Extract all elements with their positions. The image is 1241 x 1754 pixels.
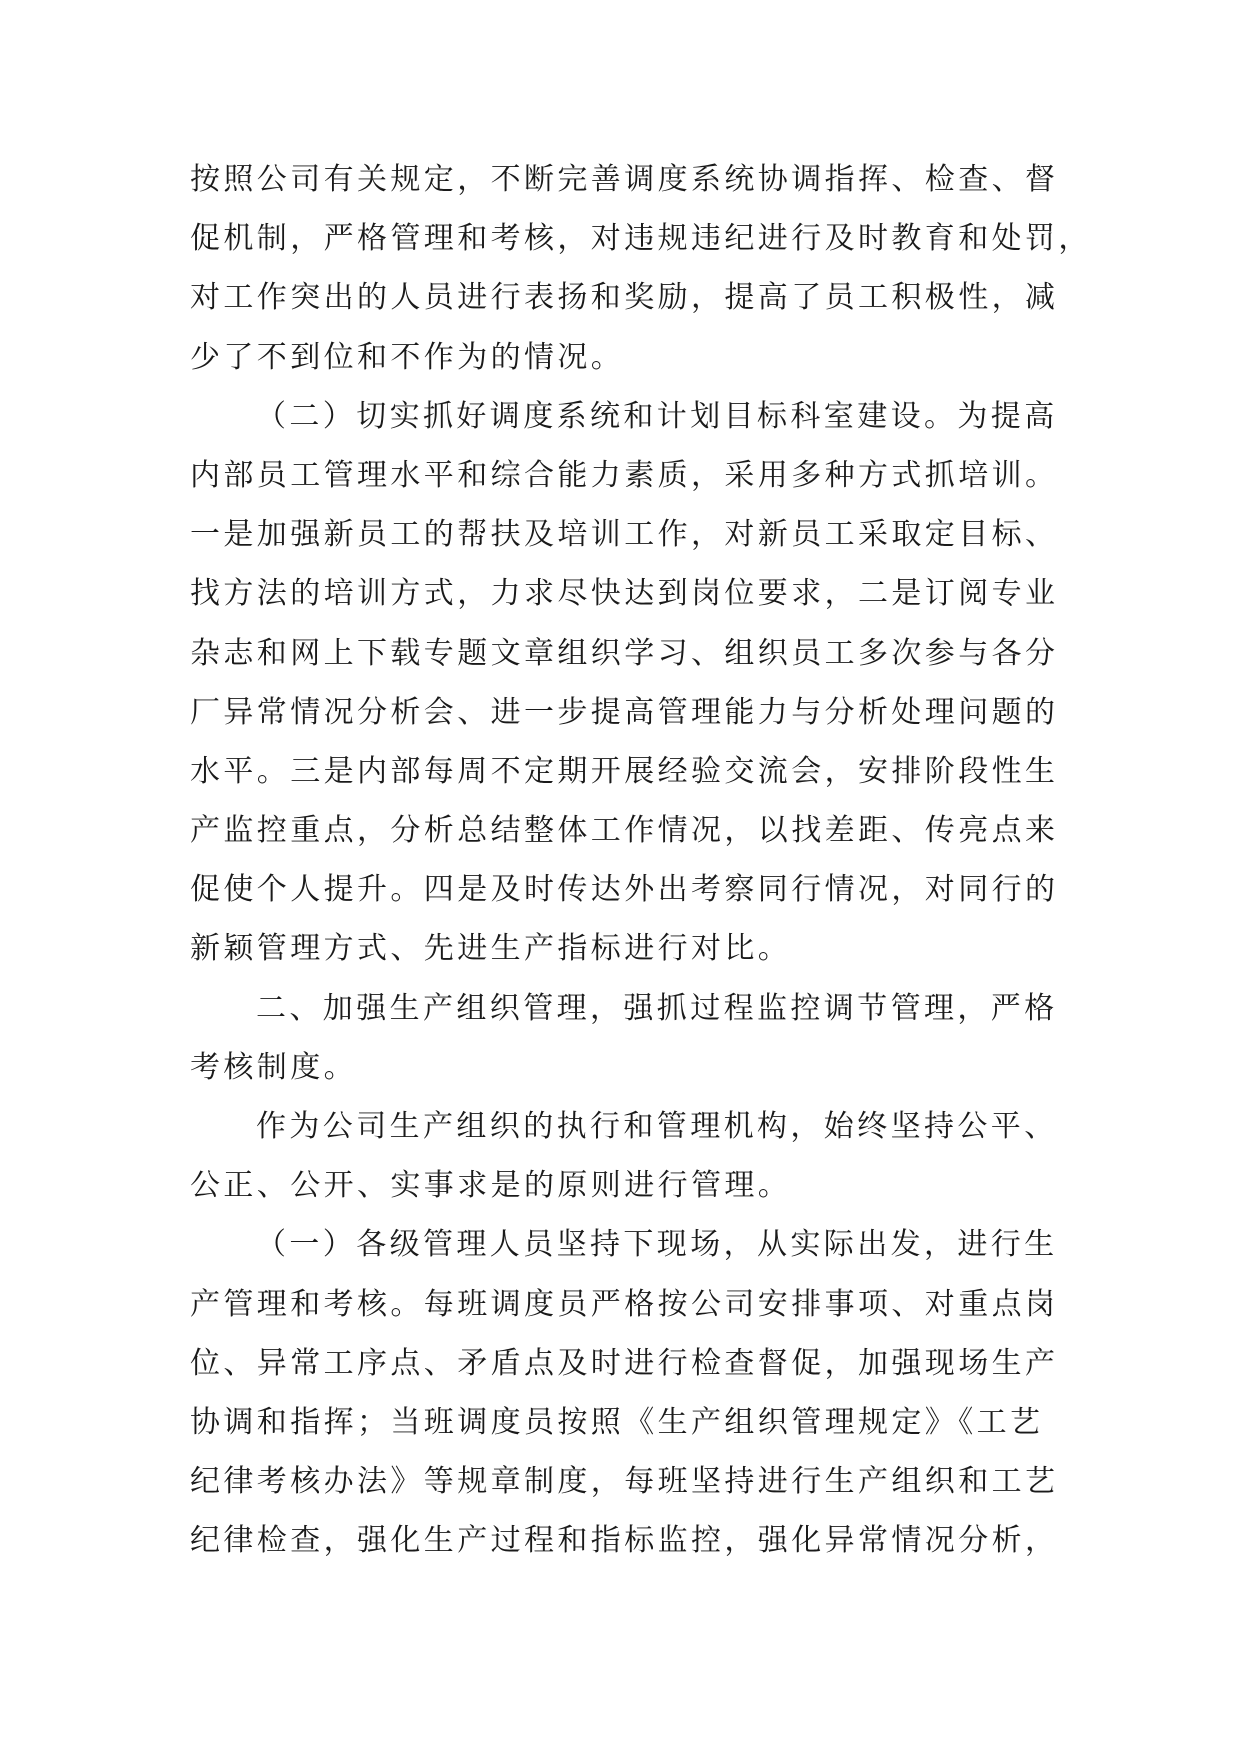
text-line: 考核制度。 [190, 1049, 357, 1085]
text-line: 促使个人提升。四是及时传达外出考察同行情况，对同行的 [190, 872, 1059, 908]
text-line: 公正、公开、实事求是的原则进行管理。 [190, 1168, 792, 1204]
text-line: 按照公司有关规定，不断完善调度系统协调指挥、检查、督 [190, 162, 1059, 197]
text-line: 协调和指挥；当班调度员按照《生产组织管理规定》《工艺 [190, 1404, 1044, 1440]
text-line: 新颖管理方式、先进生产指标进行对比。 [190, 931, 792, 967]
text-line: （二）切实抓好调度系统和计划目标科室建设。为提高 [256, 398, 1058, 434]
text-line: 一是加强新员工的帮扶及培训工作，对新员工采取定目标、 [190, 517, 1059, 553]
text-line: 产监控重点，分析总结整体工作情况，以找差距、传亮点来 [190, 813, 1059, 849]
text-line: 水平。三是内部每周不定期开展经验交流会，安排阶段性生 [190, 753, 1059, 789]
text-line: 位、异常工序点、矛盾点及时进行检查督促，加强现场生产 [190, 1345, 1059, 1381]
text-line: 杂志和网上下载专题文章组织学习、组织员工多次参与各分 [190, 635, 1059, 671]
text-line: 二、加强生产组织管理，强抓过程监控调节管理，严格 [256, 990, 1058, 1026]
text-line: 纪律考核办法》等规章制度，每班坚持进行生产组织和工艺 [190, 1464, 1059, 1500]
text-line: （一）各级管理人员坚持下现场，从实际出发，进行生 [256, 1227, 1058, 1263]
text-line: 厂异常情况分析会、进一步提高管理能力与分析处理问题的 [190, 694, 1059, 730]
text-line: 对工作突出的人员进行表扬和奖励，提高了员工积极性，减 [190, 280, 1059, 316]
text-line: 纪律检查，强化生产过程和指标监控，强化异常情况分析， [190, 1523, 1059, 1559]
text-line: 内部员工管理水平和综合能力素质，采用多种方式抓培训。 [190, 457, 1059, 493]
text-line: 少了不到位和不作为的情况。 [190, 339, 625, 375]
body-text [190, 150, 1092, 1571]
text-line: 找方法的培训方式，力求尽快达到岗位要求，二是订阅专业 [190, 576, 1059, 612]
text-line: 产管理和考核。每班调度员严格按公司安排事项、对重点岗 [190, 1286, 1059, 1322]
text-line: 作为公司生产组织的执行和管理机构，始终坚持公平、 [256, 1109, 1058, 1144]
text-line: 促机制，严格管理和考核，对违规违纪进行及时教育和处罚， [190, 221, 1092, 257]
